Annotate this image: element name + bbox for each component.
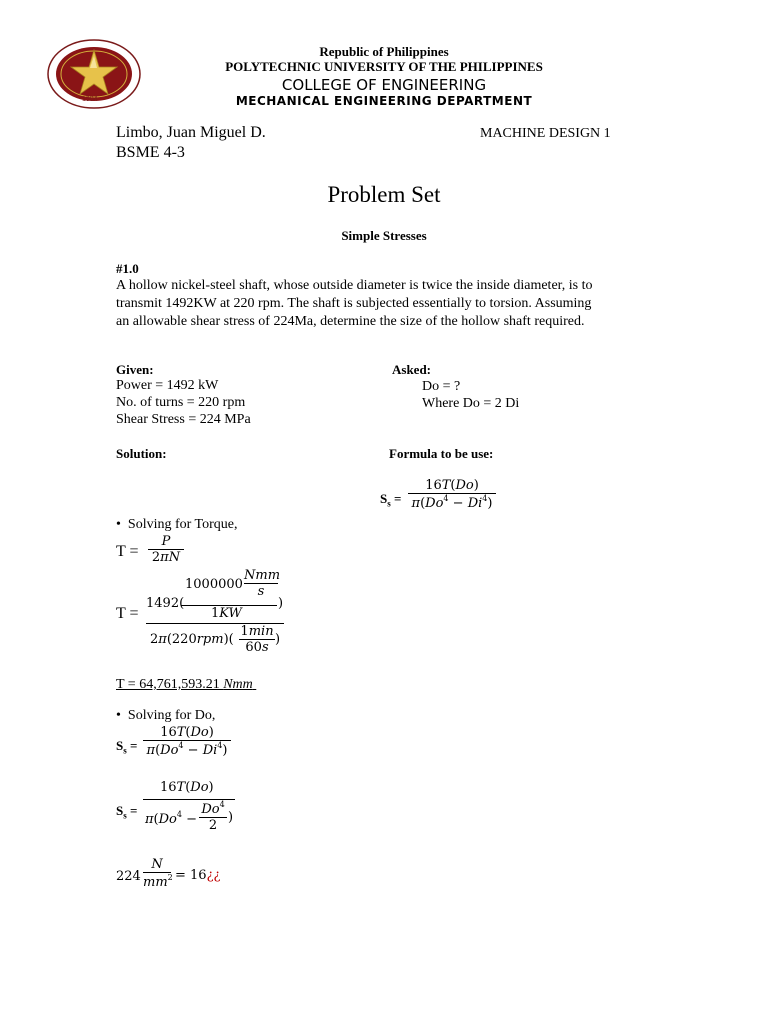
- course-name: MACHINE DESIGN 1: [480, 126, 611, 141]
- problem-statement: [116, 277, 593, 331]
- torque-result-unit: Nmm: [223, 677, 253, 692]
- torque-paren-close: ): [278, 596, 284, 611]
- solution-label: Solution:: [116, 446, 167, 461]
- page-title: Problem Set: [327, 182, 441, 207]
- torque-result-value: T = 64,761,593.21: [116, 677, 224, 692]
- torque-denominator: 2π(220rpm)(: [150, 632, 234, 647]
- step-torque: [116, 517, 238, 533]
- do-ss-label-2: $S_s$ =: [116, 803, 138, 821]
- asked-list: [422, 378, 519, 412]
- given-item: Power = 1492 kW: [116, 378, 219, 393]
- seal-year: 1904: [82, 96, 98, 103]
- given-label: Given:: [116, 362, 154, 377]
- step-do: [116, 708, 215, 724]
- do-numerator: 16T(Do): [160, 780, 214, 795]
- given-list: [116, 377, 251, 428]
- step-torque-text: Solving for Torque,: [127, 517, 238, 532]
- header-department: MECHANICAL ENGINEERING DEPARTMENT: [235, 94, 533, 108]
- step-do-text: Solving for Do,: [127, 708, 216, 723]
- final-unit-fraction: N $mm^2$: [143, 857, 173, 890]
- header-country: Republic of Philippines: [319, 44, 449, 59]
- do-denominator: $\pi(Do^4$ −: [145, 810, 197, 827]
- torque-conversion-value: 1000000: [185, 577, 243, 592]
- torque-result: [116, 677, 256, 693]
- given-item: Shear Stress = 224 MPa: [116, 412, 251, 427]
- header-university: POLYTECHNIC UNIVERSITY OF THE PHILIPPINES: [225, 59, 543, 74]
- torque-time-fraction: 1min 60s: [240, 624, 274, 655]
- final-glitch-text: ¿¿: [206, 868, 221, 883]
- bullet-icon: •: [116, 708, 121, 723]
- student-name: Limbo, Juan Miguel D.: [116, 124, 266, 141]
- formula-label: Formula to be use:: [389, 446, 494, 461]
- bullet-icon: •: [116, 517, 121, 532]
- do-paren-close: ): [228, 810, 234, 825]
- formula-shear-fraction: 16T(Do) $\pi(Do^4 - Di^4)$: [408, 478, 496, 511]
- final-lhs-value: 224: [116, 869, 141, 884]
- problem-number: #1.0: [116, 261, 139, 276]
- problem-line: an allowable shear stress of 224Ma, determine the size of the hollow shaft required.: [116, 314, 585, 329]
- page-subtitle: Simple Stresses: [341, 228, 427, 243]
- torque-conversion-unit: Nmm s: [244, 568, 281, 599]
- torque-kw: 1KW: [211, 606, 242, 621]
- student-section: BSME 4-3: [116, 144, 185, 161]
- header-college: COLLEGE OF ENGINEERING: [281, 76, 487, 94]
- torque-fraction-simple: P 2πN: [148, 534, 184, 565]
- asked-label: Asked:: [392, 362, 432, 377]
- do-half-fraction: Do$^4$ 2: [199, 800, 227, 833]
- torque-lhs-expanded: T =: [116, 605, 139, 622]
- torque-power-value: 1492(: [146, 596, 185, 611]
- asked-item: Do = ?: [422, 379, 461, 394]
- given-item: No. of turns = 220 rpm: [116, 395, 246, 410]
- torque-lhs: T =: [116, 543, 139, 560]
- do-shear-fraction: 16T(Do) $\pi(Do^4 - Di^4)$: [143, 725, 231, 758]
- asked-item: Where Do = 2 Di: [422, 396, 520, 411]
- formula-ss-label: $S_s$ =: [380, 491, 402, 509]
- problem-line: A hollow nickel-steel shaft, whose outside diameter is twice the inside diameter, is to: [116, 278, 593, 293]
- final-rhs: = 16¿¿: [175, 868, 221, 883]
- do-ss-label: $S_s$ =: [116, 738, 138, 756]
- problem-line: transmit 1492KW at 220 rpm. The shaft is subjected essentially to torsion. Assuming: [116, 296, 592, 311]
- torque-paren-close-2: ): [275, 632, 281, 647]
